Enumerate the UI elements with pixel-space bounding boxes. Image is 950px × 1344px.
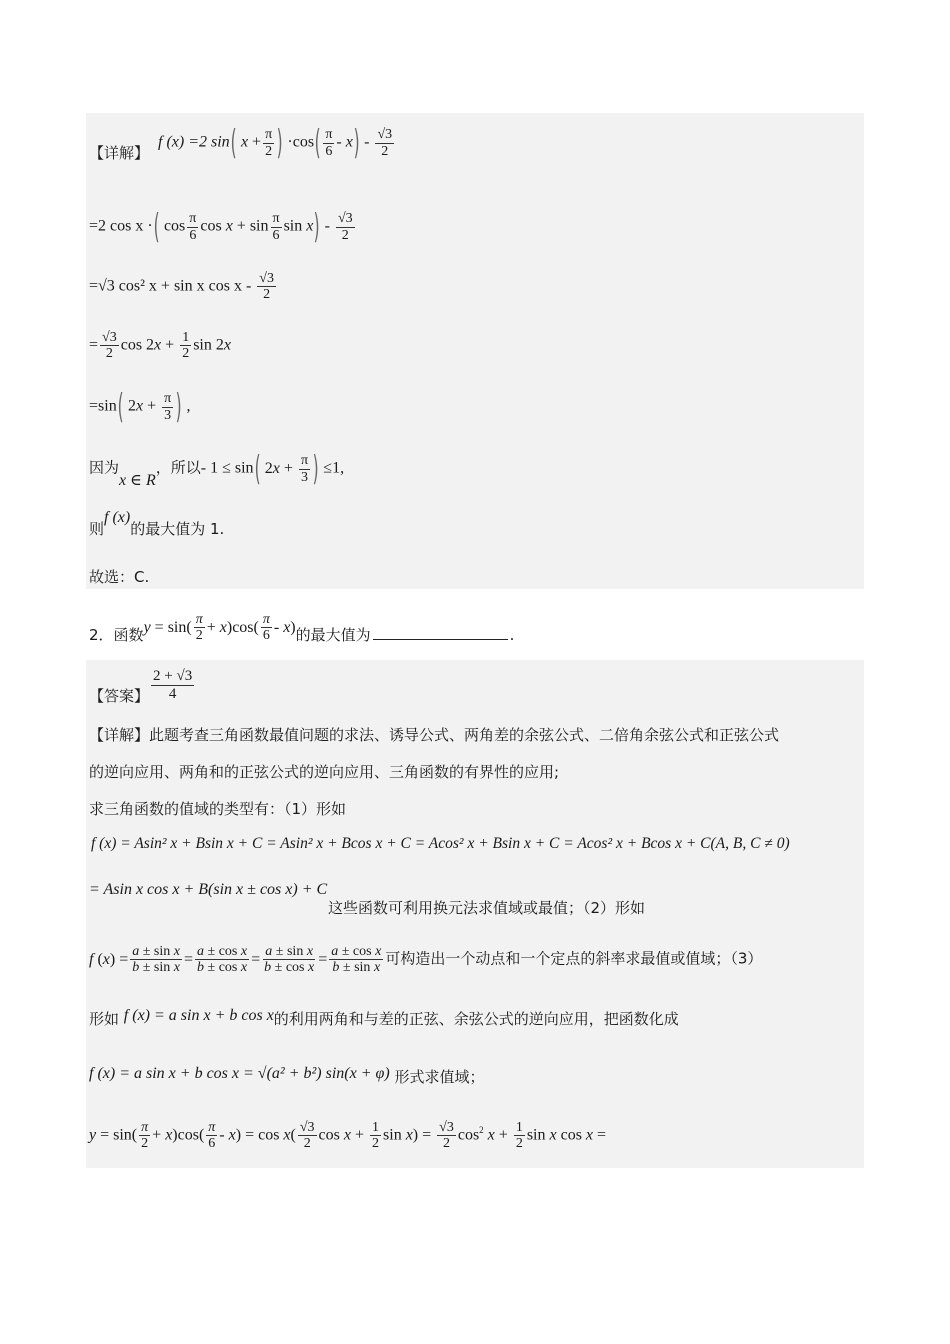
formula-type-3-line: 形如 f (x) = a sin x + b cos x的利用两角和与差的正弦、余弦公式的逆向应用，把函数化成 bbox=[89, 1007, 679, 1028]
equation-f-definition: f (x) =2 sin( x + $\frac{\pi}{2}$ ) ·cos( $\frac{\pi}{6}$ - x) - $\frac{√3}{2}$ bbox=[158, 123, 393, 163]
equation-step-1: =2 cos x ·( cos $\frac{\pi}{6}$ cos x + sin $\frac{\pi}{6}$ sin x) - $\frac{√3}{2}$ bbox=[89, 207, 353, 247]
choice-line: 故选：C. bbox=[89, 568, 150, 586]
detail-label: 【详解】 bbox=[89, 144, 150, 162]
detail-line-1: 【详解】此题考查三角函数最值问题的求法、诱导公式、两角差的余弦公式、二倍角余弦公式和正弦公式 bbox=[89, 726, 780, 744]
formula-type-1b: = Asin x cos x + B(sin x ± cos x) + C bbox=[89, 881, 328, 898]
question-2: 2．函数y = sin( $\frac{\pi}{2}$ + x)cos( $\frac{\pi}{6}$ - x)的最大值为 . bbox=[89, 612, 515, 644]
detail-line-2: 的逆向应用、两角和的正弦公式的逆向应用、三角函数的有界性的应用; bbox=[89, 763, 560, 781]
formula-type-1: f (x) = Asin² x + Bsin x + C = Asin² x + Bcos x + C = Acos² x + Bsin x + C = Acos² x + Bcos x + C(A, B, C ≠ 0) bbox=[91, 835, 790, 852]
final-derivation: y = sin( $\frac{\pi}{2}$ + x)cos( $\frac{\pi}{6}$ - x) = cos x( $\frac{√3}{2}$ cos x + $\frac{1}{2}$ sin x) = $\frac{√3}{2}$ $\cos^2 x$ + $\frac{1}{2}$ sin x cos x = bbox=[89, 1120, 607, 1152]
text-case-2: 这些函数可利用换元法求值域或最值；（2）形如 bbox=[328, 899, 646, 917]
detail-line-3: 求三角函数的值域的类型有：（1）形如 bbox=[89, 800, 347, 818]
answer-line: 【答案】 $\frac{2 + √3}{4}$ bbox=[89, 668, 193, 705]
answer-blank[interactable] bbox=[373, 639, 508, 640]
equation-step-4: =sin( 2x + $\frac{\pi}{3}$ ) , bbox=[89, 387, 191, 427]
formula-type-3b-line: f (x) = a sin x + b cos x = √(a² + b²) sin(x + φ) 形式求值域； bbox=[89, 1065, 485, 1086]
because-line: 因为x ∈ R，所以- 1 ≤ sin( 2x + $\frac{\pi}{3}$ ) ≤1, bbox=[89, 449, 345, 489]
equation-step-2: =√3 cos² x + sin x cos x - $\frac{√3}{2}$ bbox=[89, 271, 274, 303]
equation-step-3: = $\frac{√3}{2}$ cos 2x + $\frac{1}{2}$ sin 2x bbox=[89, 330, 231, 362]
formula-type-2: f (x) = $\frac{\text{a ± sin x}}{\text{b ± sin x}}$ = $\frac{\text{a ± cos x}}{\text{b ± cos x}}$ = $\frac{\text{a ± sin x}}{\text{b ± cos x}}$ = $\frac{\text{a ± cos x}}{\text{b ± sin x}}$ 可构造出一个动点和一个定点的斜率求最值或值域；（3） bbox=[89, 944, 763, 976]
then-line: 则f (x)的最大值为 1. bbox=[89, 509, 225, 538]
